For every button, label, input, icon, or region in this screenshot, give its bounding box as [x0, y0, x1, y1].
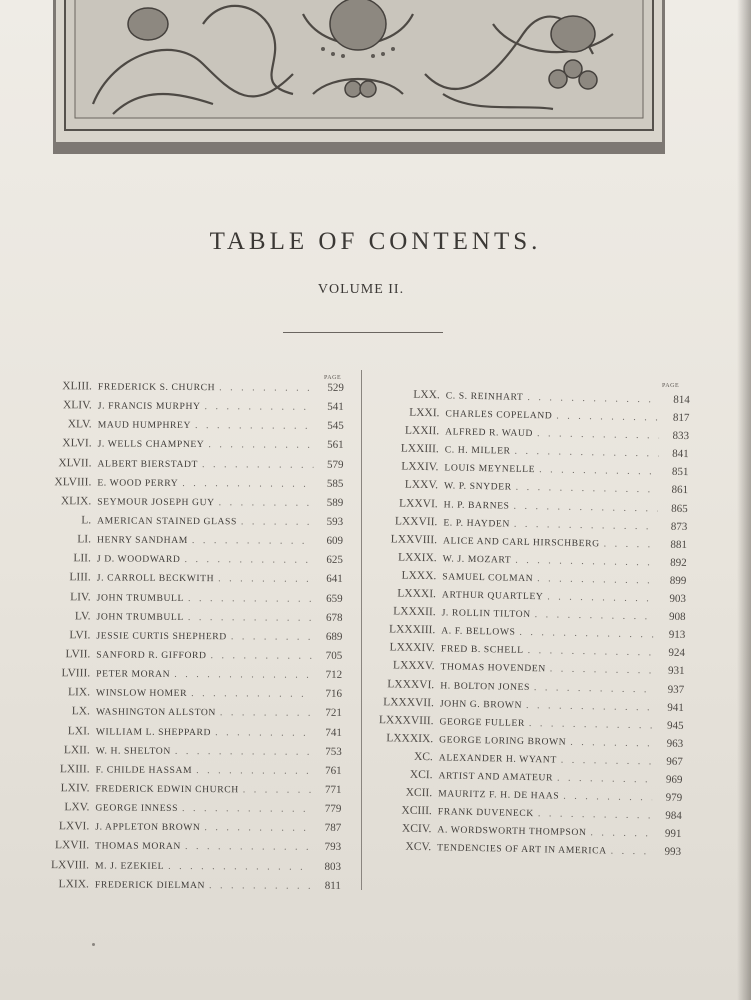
chapter-numeral: LXVI. — [58, 820, 90, 833]
chapter-numeral: LXII. — [63, 743, 90, 757]
page-column-label-left: PAGE — [324, 375, 342, 381]
chapter-title: W. P. SNYDER — [443, 480, 512, 494]
contents-entry — [22, 760, 342, 781]
chapter-numeral: XCII. — [405, 786, 433, 800]
chapter-numeral: LXXXI. — [397, 587, 437, 601]
chapter-title: THOMAS MORAN — [95, 840, 181, 853]
chapter-numeral: LXXIV. — [401, 460, 439, 474]
chapter-title: J. APPLETON BROWN — [95, 821, 201, 834]
page-number: 787 — [324, 822, 342, 835]
dot-leader — [529, 715, 654, 735]
dot-leader — [204, 397, 313, 417]
chapter-title: C. H. MILLER — [444, 444, 511, 457]
chapter-numeral: LXXVIII. — [390, 533, 438, 546]
dot-leader — [195, 416, 314, 436]
chapter-title: JESSIE CURTIS SHEPHERD — [96, 630, 227, 643]
chapter-title: J. WELLS CHAMPNEY — [97, 438, 205, 451]
page-number: 865 — [671, 502, 688, 515]
chapter-numeral: XLVI. — [62, 437, 92, 450]
dot-leader — [210, 646, 312, 666]
chapter-title: TENDENCIES OF ART IN AMERICA — [437, 842, 607, 857]
page-number: 861 — [671, 484, 689, 497]
contents-entry — [23, 568, 343, 589]
column-divider — [361, 370, 362, 890]
dot-leader — [184, 550, 313, 570]
contents-entry — [22, 722, 342, 743]
dot-leader — [219, 493, 314, 513]
chapter-numeral: LXXXV. — [392, 659, 435, 673]
page-number: 741 — [325, 726, 342, 739]
chapter-numeral: LVIII. — [61, 667, 91, 680]
page-number: 937 — [667, 683, 685, 696]
chapter-title: E. P. HAYDEN — [443, 517, 511, 530]
dot-leader — [534, 679, 655, 699]
chapter-title: GEORGE INNESS — [95, 802, 179, 815]
chapter-title: WINSLOW HOMER — [96, 687, 188, 700]
chapter-title: SAMUEL COLMAN — [442, 571, 534, 585]
chapter-title: J. FRANCIS MURPHY — [97, 400, 201, 413]
dot-leader — [182, 474, 313, 494]
chapter-title: H. P. BARNES — [443, 498, 510, 512]
chapter-numeral: LX. — [71, 705, 90, 718]
dot-leader — [604, 535, 658, 554]
dot-leader — [192, 531, 313, 551]
page-number: 793 — [324, 841, 342, 854]
page-number: 941 — [667, 701, 684, 714]
contents-entry — [23, 530, 343, 551]
contents-entry — [23, 454, 343, 475]
dot-leader — [191, 684, 312, 704]
chapter-numeral: LIX. — [67, 686, 91, 699]
page-number: 761 — [325, 764, 342, 777]
dot-leader — [570, 734, 653, 754]
page-number: 641 — [326, 573, 343, 586]
dot-leader — [241, 512, 313, 531]
dot-leader — [182, 799, 311, 819]
page-number: 984 — [665, 809, 682, 823]
chapter-title: GEORGE FULLER — [439, 716, 526, 729]
page-number: 924 — [668, 647, 686, 660]
spine-shadow — [737, 0, 751, 1000]
page-number: 716 — [325, 688, 343, 701]
page-number: 721 — [325, 707, 342, 720]
contents-entry — [22, 683, 342, 704]
dot-leader — [209, 876, 311, 896]
volume-heading: VOLUME II. — [317, 282, 405, 297]
page-number: 881 — [670, 538, 688, 551]
dot-leader — [202, 455, 314, 475]
page-number: 833 — [672, 429, 690, 443]
dot-leader — [538, 805, 652, 825]
page-number: 705 — [325, 649, 343, 662]
page-number: 931 — [667, 665, 685, 678]
chapter-numeral: LXVIII. — [50, 858, 90, 871]
chapter-title: JOHN G. BROWN — [439, 697, 523, 711]
chapter-numeral: LXXXII. — [393, 605, 436, 619]
dot-leader — [535, 606, 656, 626]
chapter-title: CHARLES COPELAND — [445, 408, 553, 422]
chapter-title: SANFORD R. GIFFORD — [96, 649, 207, 662]
chapter-numeral: LIII. — [69, 571, 91, 584]
chapter-numeral: LVII. — [65, 648, 91, 661]
contents-entry — [21, 779, 341, 800]
page-number: 991 — [664, 827, 682, 841]
dot-leader — [243, 780, 312, 799]
contents-entry — [24, 434, 344, 455]
page-title: TABLE OF CONTENTS. — [209, 228, 542, 255]
page-number: 579 — [326, 458, 344, 471]
chapter-numeral: LXXXVII. — [383, 695, 435, 709]
page-number: 779 — [324, 802, 342, 816]
chapter-title: A. F. BELLOWS — [441, 625, 516, 638]
chapter-title: THOMAS HOVENDEN — [440, 661, 546, 675]
page-column-label-right: PAGE — [662, 383, 680, 389]
chapter-title: A. WORDSWORTH THOMPSON — [437, 824, 587, 839]
chapter-title: E. WOOD PERRY — [97, 477, 179, 489]
chapter-numeral: XLVII. — [58, 456, 92, 469]
page-number: 841 — [672, 448, 689, 461]
ornamental-engraving-illustration — [53, 0, 665, 154]
contents-entry — [22, 741, 342, 762]
chapter-title: WILLIAM L. SHEPPARD — [95, 725, 212, 738]
chapter-numeral: LXXIX. — [397, 551, 437, 565]
dot-leader — [547, 588, 656, 608]
chapter-numeral: LXXIII. — [400, 442, 439, 456]
dot-leader — [528, 642, 656, 662]
page-number: 908 — [668, 610, 686, 624]
chapter-title: H. BOLTON JONES — [440, 679, 531, 693]
contents-entry — [23, 492, 343, 513]
chapter-title: ALBERT BIERSTADT — [97, 458, 199, 470]
chapter-numeral: LXXXVI. — [387, 677, 435, 691]
dot-leader — [208, 436, 313, 456]
page-number: 979 — [665, 791, 683, 805]
contents-entry — [22, 702, 342, 723]
chapter-title: JOHN TRUMBULL — [96, 591, 184, 604]
contents-entry — [22, 626, 342, 647]
chapter-title: FREDERICK DIELMAN — [94, 879, 206, 891]
chapter-numeral: LXV. — [64, 801, 90, 814]
page-number: 589 — [326, 496, 344, 509]
contents-entry — [21, 856, 341, 877]
page-number: 529 — [327, 381, 344, 394]
page-number: 561 — [327, 439, 344, 452]
chapter-numeral: LIV. — [70, 590, 91, 603]
page-number: 967 — [666, 755, 683, 768]
chapter-numeral: XCIV. — [401, 822, 432, 836]
contents-column-left — [21, 377, 344, 896]
chapter-title: PETER MORAN — [96, 668, 171, 681]
page-number: 678 — [325, 611, 343, 624]
chapter-title: J. CARROLL BECKWITH — [96, 572, 215, 585]
dot-leader — [537, 425, 659, 445]
dot-leader — [174, 665, 312, 685]
dot-leader — [196, 761, 312, 781]
chapter-numeral: LXXXIV. — [389, 641, 436, 655]
chapter-title: AMERICAN STAINED GLASS — [97, 515, 237, 528]
chapter-title: WASHINGTON ALLSTON — [95, 706, 216, 719]
chapter-numeral: LXXXIX. — [386, 732, 434, 745]
chapter-title: FREDERICK S. CHURCH — [97, 381, 216, 394]
chapter-title: SEYMOUR JOSEPH GUY — [97, 496, 215, 509]
contents-column-right — [365, 385, 690, 861]
chapter-numeral: LVI. — [69, 629, 91, 642]
chapter-numeral: LXXX. — [401, 569, 437, 583]
contents-entry — [24, 396, 344, 417]
contents-entry — [24, 377, 344, 398]
contents-entry — [21, 798, 341, 819]
page-number: 625 — [326, 554, 343, 567]
dot-leader — [168, 856, 311, 876]
dot-leader — [514, 443, 658, 464]
contents-entry — [23, 511, 343, 532]
dot-leader — [556, 408, 659, 428]
chapter-numeral: LXXVII. — [394, 515, 438, 528]
chapter-numeral: LXXII. — [404, 424, 440, 438]
contents-entry — [22, 664, 342, 685]
page-number: 811 — [324, 879, 341, 892]
page-number: 753 — [325, 745, 342, 758]
chapter-numeral: XCI. — [409, 768, 433, 782]
chapter-numeral: LXX. — [413, 388, 440, 402]
dot-leader — [219, 378, 314, 398]
chapter-numeral: XLIV. — [62, 399, 92, 412]
chapter-title: J. ROLLIN TILTON — [441, 607, 531, 621]
contents-entry — [22, 645, 342, 666]
chapter-title: ALEXANDER H. WYANT — [438, 752, 557, 766]
page-number: 659 — [326, 592, 343, 605]
page-number: 969 — [665, 773, 683, 786]
chapter-title: ALICE AND CARL HIRSCHBERG — [442, 535, 600, 550]
chapter-numeral: XCIII. — [401, 804, 432, 818]
chapter-title: FRANK DUVENECK — [437, 806, 534, 820]
chapter-numeral: LXIX. — [58, 877, 89, 891]
chapter-title: ARTIST AND AMATEUR — [438, 770, 554, 784]
chapter-numeral: LXXXIII. — [388, 623, 436, 637]
chapter-title: LOUIS MEYNELLE — [444, 462, 536, 476]
dot-leader — [590, 824, 651, 843]
chapter-title: J D. WOODWARD — [96, 553, 181, 566]
dot-leader — [218, 570, 313, 590]
chapter-title: C. S. REINHART — [445, 390, 524, 403]
chapter-title: MAURITZ F. H. DE HAAS — [438, 788, 560, 802]
page-number: 593 — [326, 515, 344, 528]
chapter-numeral: LV. — [74, 610, 91, 623]
contents-entry — [23, 588, 343, 609]
dot-leader — [188, 608, 313, 628]
page-number: 993 — [664, 846, 682, 859]
chapter-title: M. J. EZEKIEL — [94, 859, 165, 872]
chapter-title: W. J. MOZART — [442, 553, 512, 566]
chapter-numeral: XLVIII. — [54, 475, 92, 489]
chapter-title: HENRY SANDHAM — [96, 534, 188, 547]
page-number: 689 — [325, 630, 343, 643]
chapter-numeral: XLIII. — [62, 380, 92, 393]
page-number: 814 — [673, 393, 690, 407]
dot-leader — [188, 589, 313, 609]
contents-entry — [22, 607, 342, 628]
dot-leader — [561, 752, 653, 772]
chapter-numeral: LXI. — [67, 724, 90, 737]
page-number: 913 — [668, 628, 686, 642]
chapter-title: ALFRED R. WAUD — [445, 426, 534, 440]
chapter-title: GEORGE LORING BROWN — [439, 734, 567, 748]
page-number: 892 — [670, 556, 687, 569]
chapter-title: FRED B. SCHELL — [440, 643, 524, 657]
chapter-title: MAUD HUMPHREY — [97, 419, 192, 432]
page-number: 803 — [324, 860, 342, 873]
contents-entry — [21, 836, 341, 857]
dot-leader — [527, 389, 660, 410]
page-number: 903 — [669, 592, 687, 606]
page-number: 851 — [671, 466, 689, 479]
chapter-numeral: LXXV. — [404, 479, 439, 492]
dot-leader — [537, 570, 656, 590]
dot-leader — [185, 837, 311, 857]
dot-leader — [220, 704, 312, 724]
dot-leader — [557, 770, 653, 790]
dot-leader — [550, 661, 655, 681]
page-number: 609 — [326, 534, 344, 548]
chapter-numeral: XCV. — [405, 841, 432, 854]
page-number: 712 — [325, 668, 343, 682]
contents-entry — [23, 549, 343, 570]
chapter-numeral: LII. — [73, 552, 91, 565]
chapter-title: ARTHUR QUARTLEY — [441, 589, 544, 603]
title-divider-rule — [283, 332, 443, 333]
dot-leader — [539, 462, 659, 482]
dot-leader — [231, 627, 313, 646]
dot-leader — [563, 788, 652, 808]
dot-leader — [215, 723, 312, 743]
chapter-numeral: LXXVI. — [398, 497, 438, 510]
chapter-numeral: L. — [81, 514, 92, 527]
chapter-numeral: LXXI. — [409, 406, 440, 420]
chapter-numeral: XLIX. — [60, 495, 92, 508]
chapter-numeral: LXVII. — [54, 839, 90, 852]
dot-leader — [610, 843, 651, 862]
chapter-title: FREDERICK EDWIN CHURCH — [95, 783, 239, 796]
dot-leader — [175, 742, 312, 762]
chapter-numeral: LXIII. — [59, 763, 90, 776]
chapter-numeral: LI. — [77, 533, 92, 546]
chapter-numeral: XLV. — [67, 418, 92, 431]
dot-leader — [526, 697, 654, 717]
chapter-title: JOHN TRUMBULL — [96, 611, 184, 623]
chapter-numeral: LXIV. — [60, 782, 90, 795]
chapter-title: F. CHILDE HASSAM — [95, 764, 193, 776]
paper-speck — [92, 943, 95, 946]
page-number: 963 — [666, 737, 684, 750]
page-number: 873 — [670, 520, 688, 533]
contents-entry — [21, 875, 341, 896]
chapter-numeral: LXXXVIII. — [378, 713, 434, 727]
chapter-title: W. H. SHELTON — [95, 745, 171, 757]
contents-entry — [23, 473, 343, 494]
dot-leader — [204, 818, 311, 838]
page-number: 817 — [672, 411, 690, 425]
page-number: 585 — [326, 477, 344, 490]
page-number: 945 — [666, 719, 684, 732]
contents-entry — [24, 415, 344, 436]
page-number: 541 — [327, 400, 344, 414]
contents-entry — [21, 817, 341, 838]
page-number: 545 — [327, 420, 344, 433]
chapter-numeral: XC. — [413, 750, 433, 764]
page-number: 771 — [324, 783, 342, 796]
page-number: 899 — [669, 574, 687, 587]
